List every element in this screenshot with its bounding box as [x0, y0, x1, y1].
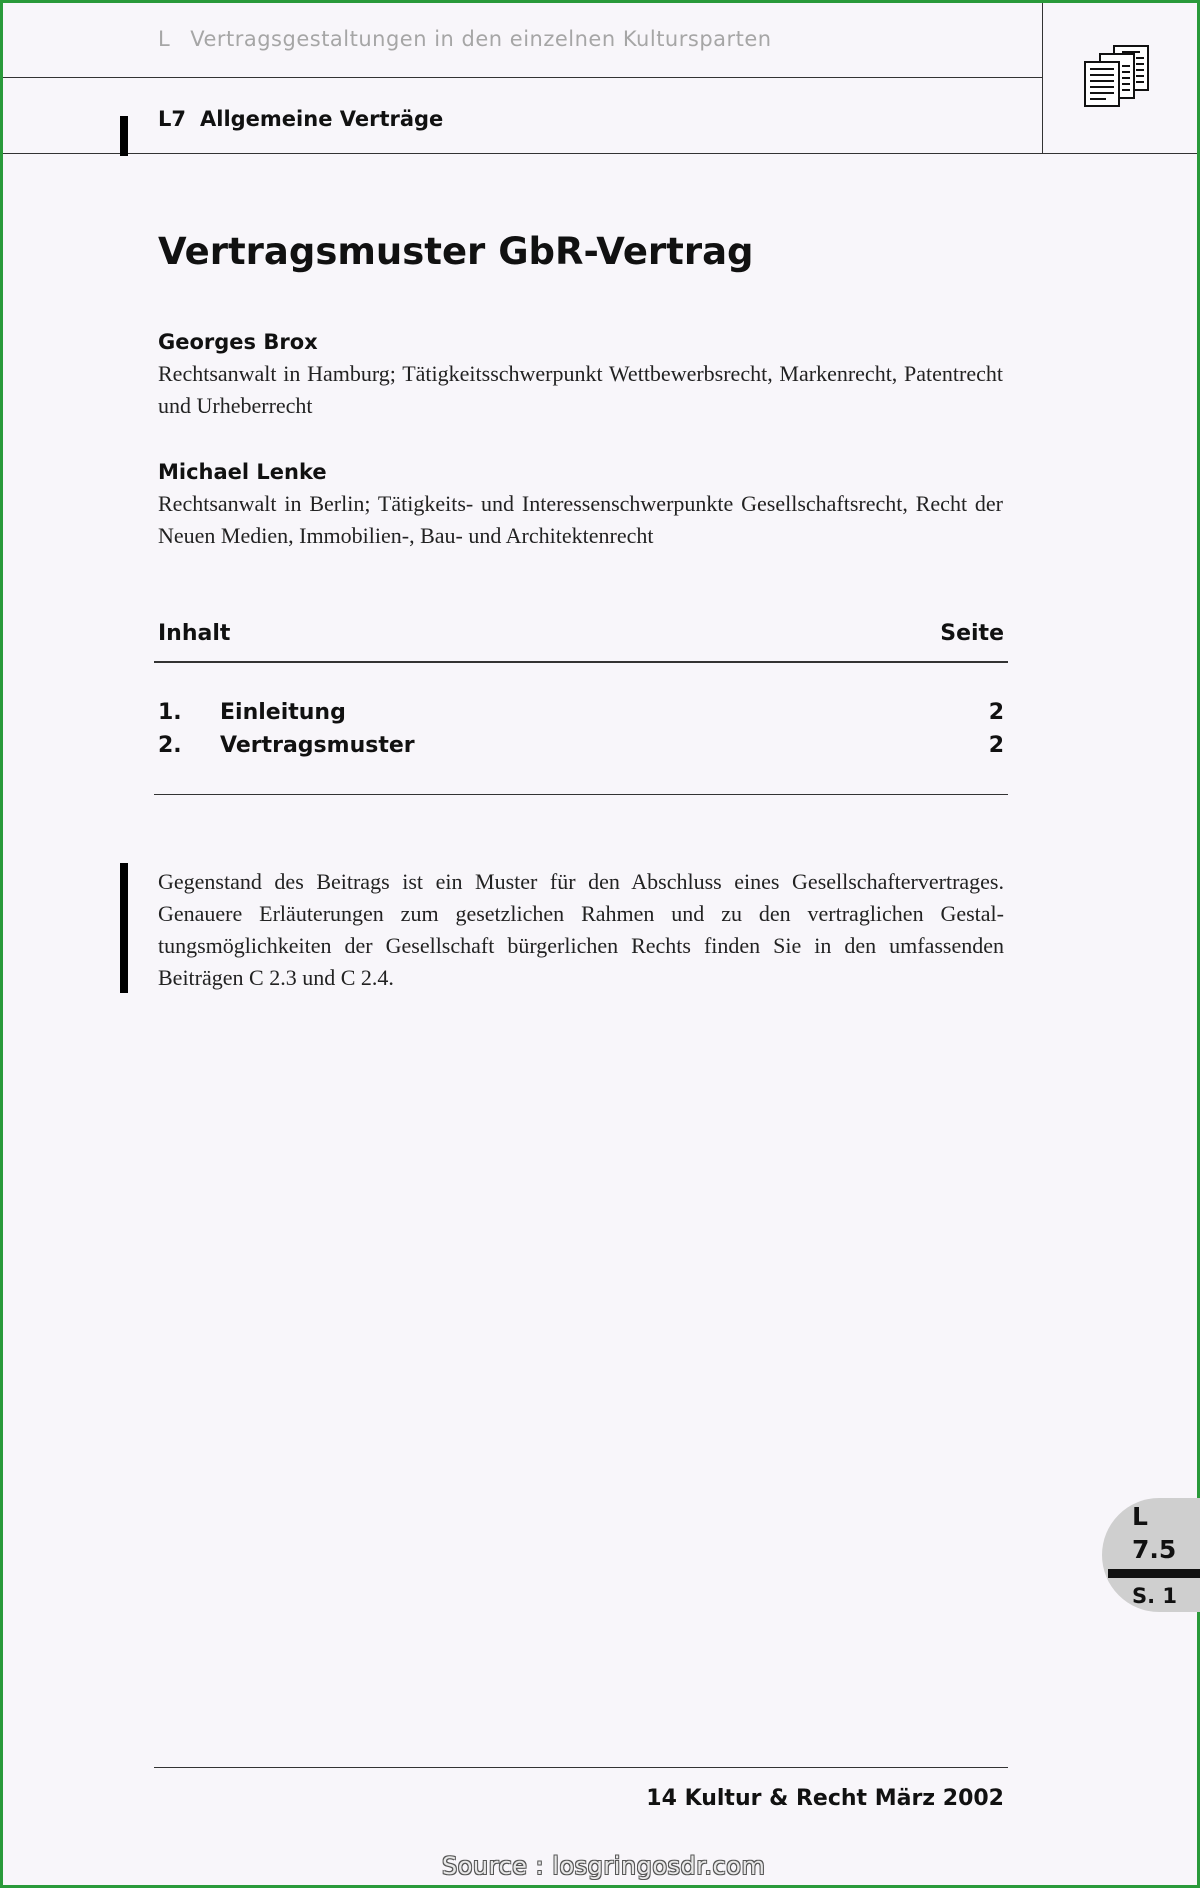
chapter-marker-bar: [120, 116, 128, 156]
footer-text: 14 Kultur & Recht März 2002: [646, 1786, 1004, 1811]
abstract-text: Gegenstand des Beitrags ist ein Muster für den Abschluss eines Gesellschaftervertrages. Genauere Erläuterungen zum gesetzlichen Rahmen und zu den vertraglichen Gestal-tungsmöglichkeiten der Gesellschaft bürgerlichen Rechts finden Sie in den umfassenden Beiträgen C 2.3 und C 2.4.: [158, 869, 1004, 990]
author-description: Rechtsanwalt in Berlin; Tätigkeits- und Interessenschwerpunkte Gesellschaftsrecht, Recht der Neuen Medien, Immobilien-, Bau- und Architektenrecht: [158, 491, 1003, 548]
contents-page-heading: Seite: [940, 621, 1004, 646]
footer-rule: [154, 1767, 1008, 1768]
chapter-title: Allgemeine Verträge: [200, 107, 444, 131]
source-watermark: Source : losgringosdr.com: [442, 1852, 766, 1880]
side-tab-page: S. 1: [1132, 1584, 1178, 1608]
header-divider-vertical: [1042, 3, 1043, 154]
page-title: Vertragsmuster GbR-Vertrag: [158, 230, 754, 273]
author-name: Georges Brox: [158, 330, 318, 354]
contents-entry-page: 2: [988, 700, 1004, 725]
author-block: [158, 330, 1003, 422]
contents-heading: Inhalt: [158, 621, 231, 646]
contents-entry-number: 1.: [158, 700, 182, 725]
contents-entry-label: Vertragsmuster: [220, 733, 415, 758]
header-divider-bottom: [3, 153, 1197, 154]
abstract-marker-bar: [120, 863, 128, 993]
document-stack-icon: [1082, 44, 1152, 110]
section-title: Vertragsgestaltungen in den einzelnen Kultursparten: [190, 27, 772, 51]
author-block: [158, 460, 1003, 552]
header-divider-top: [3, 77, 1043, 78]
contents-rule-bottom: [154, 794, 1008, 795]
contents-header: [158, 621, 1004, 646]
author-name: Michael Lenke: [158, 460, 327, 484]
contents-entry-page: 2: [988, 733, 1004, 758]
contents-entry[interactable]: [158, 700, 1004, 725]
section-letter: L: [158, 27, 171, 51]
header-section: [158, 27, 772, 51]
contents-entry-number: 2.: [158, 733, 182, 758]
author-description: Rechtsanwalt in Hamburg; Tätigkeitsschwerpunkt Wettbewerbsrecht, Markenrecht, Patentrecht und Urheberrecht: [158, 361, 1003, 418]
side-tab-rule: [1108, 1569, 1200, 1578]
chapter-number: L7: [158, 107, 186, 131]
contents-rule-top: [154, 661, 1008, 663]
side-tab-number: 7.5: [1132, 1535, 1177, 1564]
contents-entry-label: Einleitung: [220, 700, 346, 725]
header-chapter: [158, 107, 443, 131]
contents-entry[interactable]: [158, 733, 1004, 758]
side-tab-section: L: [1132, 1502, 1148, 1531]
